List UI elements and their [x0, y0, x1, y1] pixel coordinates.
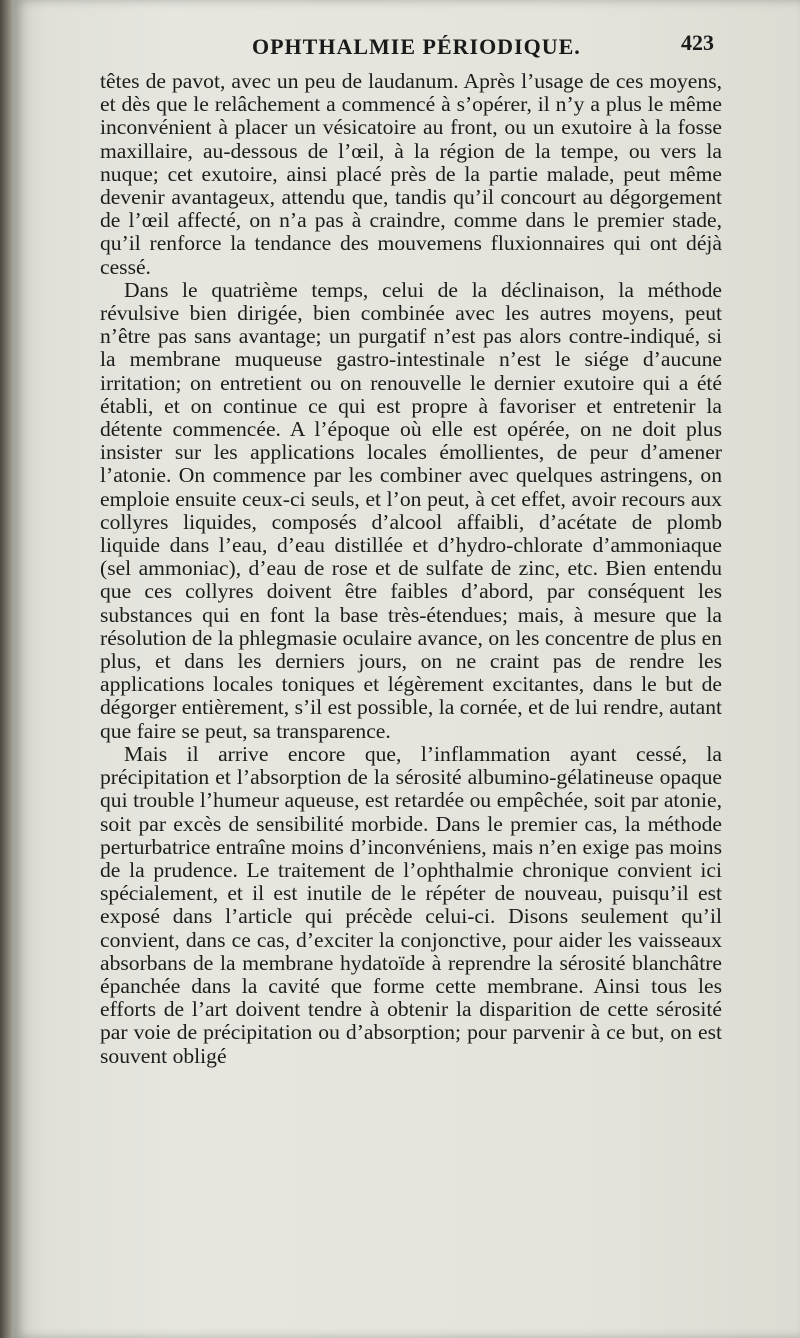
page-number: 423	[681, 30, 714, 55]
running-title: OPHTHALMIE PÉRIODIQUE.	[252, 34, 581, 59]
paragraph-2: Dans le quatrième temps, celui de la déclinaison, la méthode révulsive bien dirigée, bien combinée avec les autres moyens, peut n’être pas sans avantage; un purgatif n’est pas alors contre-indiqué, si la membrane muqueuse gastro-intestinale n’est le siége d’aucune irritation; on entretient ou on renouvelle le dernier exutoire qui a été établi, et on continue ce qui est propre à favoriser et entretenir la détente commencée. A l’époque où elle est opérée, on ne doit plus insister sur les applications locales émollientes, de peur d’amener l’atonie. On commence par les combiner avec quelques astringens, on emploie ensuite ceux-ci seuls, et l’on peut, à cet effet, avoir recours aux collyres liquides, composés d’alcool affaibli, d’acétate de plomb liquide dans l’eau, d’eau distillée et d’hydro-chlorate d’ammoniaque (sel ammoniac), d’eau de rose et de sulfate de zinc, etc. Bien entendu que ces collyres doivent être faibles d’abord, par conséquent les substances qui en font la base très-étendues; mais, à mesure que la résolution de la phlegmasie oculaire avance, on les concentre de plus en plus, et dans les derniers jours, on ne craint pas de rendre les applications locales toniques et légèrement excitantes, dans le but de dégorger entièrement, s’il est possible, la cornée, et de lui rendre, autant que faire se peut, sa transparence.	[100, 277, 722, 743]
paragraph-1: têtes de pavot, avec un peu de laudanum. Après l’usage de ces moyens, et dès que le relâchement a commencé à s’opérer, il n’y a plus le même inconvénient à placer un vésicatoire au front, ou un exutoire à la fosse maxillaire, au-dessous de l’œil, à la région de la tempe, ou vers la nuque; cet exutoire, ainsi placé près de la partie malade, peut même devenir avantageux, attendu que, tandis qu’il concourt au dégorgement de l’œil affecté, on n’a pas à craindre, comme dans le premier stade, qu’il renforce la tendance des mouvemens fluxionnaires qui ont déjà cessé.	[100, 69, 722, 279]
page-header	[100, 30, 720, 64]
paragraph-3: Mais il arrive encore que, l’inflammation ayant cessé, la précipitation et l’absorption de la sérosité albumino-gélatineuse opaque qui trouble l’humeur aqueuse, est retardée ou empêchée, soit par atonie, soit par excès de sensibilité morbide. Dans le premier cas, la méthode perturbatrice entraîne moins d’inconvéniens, mais n’en exige pas moins de la prudence. Le traitement de l’ophthalmie chronique convient ici spécialement, et il est inutile de le répéter de nouveau, puisqu’il est exposé dans l’article qui précède celui-ci. Disons seulement qu’il convient, dans ce cas, d’exciter la conjonctive, pour aider les vaisseaux absorbans de la membrane hydatoïde à reprendre la sérosité blanchâtre épanchée dans la cavité que forme cette membrane. Ainsi tous les efforts de l’art doivent tendre à obtenir la disparition de cette sérosité par voie de précipitation ou d’absorption; pour parvenir à ce but, on est souvent obligé	[100, 741, 722, 1068]
body-text	[100, 70, 722, 1068]
